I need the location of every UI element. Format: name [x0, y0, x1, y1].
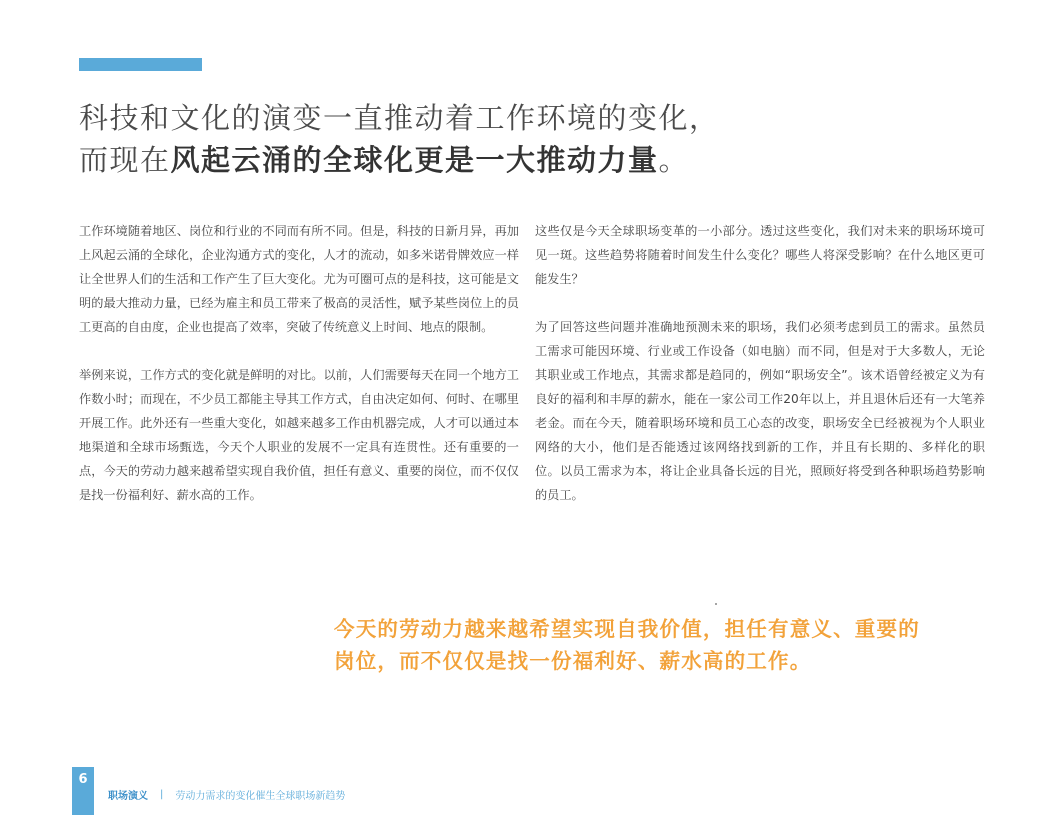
headline-line-2-suffix: 。 — [658, 143, 690, 177]
headline-line-2 — [79, 139, 999, 181]
headline-line-2-prefix: 而现在 — [79, 143, 171, 177]
headline-line-2-bold: 风起云涌的全球化更是一大推动力量 — [170, 143, 659, 177]
decorative-dot — [715, 603, 717, 605]
accent-bar — [79, 58, 202, 71]
pull-quote — [334, 613, 984, 677]
right-paragraph-1: 这些仅是今天全球职场变革的一小部分。透过这些变化，我们对未来的职场环境可见一斑。这些趋势将随着时间发生什么变化？哪些人将深受影响？在什么地区更可能发生？ — [535, 224, 985, 286]
pull-quote-line-1: 今天的劳动力越来越希望实现自我价值，担任有意义、重要的 — [334, 617, 920, 641]
footer-separator: | — [160, 789, 164, 800]
pull-quote-line-2: 岗位，而不仅仅是找一份福利好、薪水高的工作。 — [334, 649, 812, 673]
right-column — [535, 219, 985, 531]
footer-section-title: 职场演义 — [108, 791, 148, 802]
right-paragraph-2: 为了回答这些问题并准确地预测未来的职场，我们必须考虑到员工的需求。虽然员工需求可能因环境、行业或工作设备（如电脑）而不同，但是对于大多数人，无论其职业或工作地点，其需求都是趋同的，例如“职场安全”。该术语曾经被定义为有良好的福利和丰厚的薪水，能在一家公司工作20年以上，并且退休后还有一大笔养老金。而在今天，随着职场环境和员工心态的改变，职场安全已经被视为个人职业网络的大小，他们是否能透过该网络找到新的工作，并且有长期的、多样化的职位。以员工需求为本，将让企业具备长远的目光，照顾好将受到各种职场趋势影响的员工。 — [535, 320, 985, 502]
page-number: 6 — [78, 772, 88, 787]
footer-subtitle: 劳动力需求的变化催生全球职场新趋势 — [175, 791, 346, 802]
left-paragraph-2: 举例来说，工作方式的变化就是鲜明的对比。以前，人们需要每天在同一个地方工作数小时；而现在，不少员工都能主导其工作方式，自由决定如何、何时、在哪里开展工作。此外还有一些重大变化，如越来越多工作由机器完成，人才可以通过本地渠道和全球市场甄选，今天个人职业的发展不一定具有连贯性。还有重要的一点，今天的劳动力越来越希望实现自我价值，担任有意义、重要的岗位，而不仅仅是找一份福利好、薪水高的工作。 — [79, 368, 519, 502]
page-headline — [79, 97, 999, 181]
left-paragraph-1: 工作环境随着地区、岗位和行业的不同而有所不同。但是，科技的日新月异，再加上风起云涌的全球化，企业沟通方式的变化，人才的流动，如多米诺骨牌效应一样让全世界人们的生活和工作产生了巨大变化。尤为可圈可点的是科技，这可能是文明的最大推动力量，已经为雇主和员工带来了极高的灵活性，赋予某些岗位上的员工更高的自由度，企业也提高了效率，突破了传统意义上时间、地点的限制。 — [79, 224, 519, 334]
page-number-tab — [72, 767, 94, 815]
left-column — [79, 219, 519, 531]
headline-line-1: 科技和文化的演变一直推动着工作环境的变化， — [79, 101, 720, 135]
page-footer — [108, 787, 345, 802]
